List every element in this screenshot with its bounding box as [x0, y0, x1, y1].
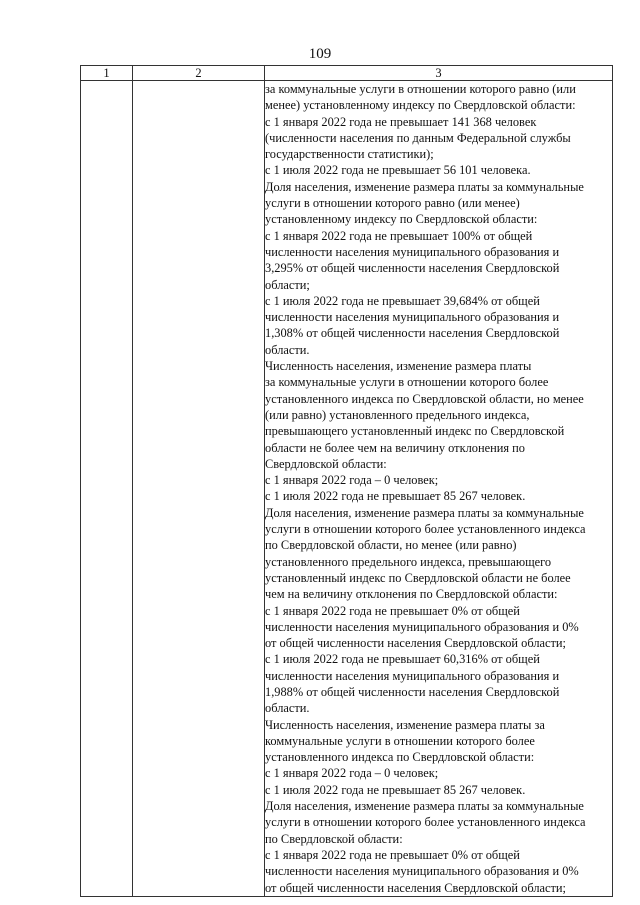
text-line: за коммунальные услуги в отношении которого равно (или [265, 82, 576, 96]
text-line: установленного индекса по Свердловской области: [265, 750, 535, 765]
text-line: от общей численности населения Свердловской области; [265, 636, 566, 651]
text-line: 1,308% от общей численности населения Свердловской [265, 326, 560, 341]
text-line: с 1 января 2022 года не превышает 100% от общей [265, 228, 533, 243]
text-line: Численность населения, изменение размера платы за [265, 717, 545, 732]
text-line: установленный индекс по Свердловской области не более [265, 570, 571, 585]
text-line: с 1 января 2022 года не превышает 141 368 человек [265, 114, 537, 129]
text-line: области; [265, 277, 310, 292]
text-line: установленного предельного индекса, превышающего [265, 554, 552, 569]
cell-column-1 [81, 81, 133, 897]
text-line: превышающего установленный индекс по Свердловской [265, 424, 565, 439]
text-line: с 1 июля 2022 года не превышает 85 267 человек. [265, 489, 526, 504]
column-header-1: 1 [81, 66, 133, 81]
text-line: (или равно) установленного предельного индекса, [265, 407, 530, 422]
text-line: Доля населения, изменение размера платы за коммунальные [265, 505, 584, 520]
column-header-3: 3 [265, 66, 613, 81]
text-line: 3,295% от общей численности населения Свердловской [265, 261, 560, 276]
text-line: численности населения муниципального образования и [265, 310, 560, 325]
text-line: 1,988% от общей численности населения Свердловской [265, 684, 560, 699]
text-line: менее) установленному индексу по Свердловской области: [265, 98, 576, 113]
text-line: области. [265, 342, 310, 357]
column-header-2: 2 [133, 66, 265, 81]
text-line: с 1 января 2022 года – 0 человек; [265, 473, 439, 488]
page-number: 109 [308, 46, 332, 62]
text-line: численности населения муниципального образования и [265, 244, 560, 259]
text-line: с 1 июля 2022 года не превышает 56 101 человека. [265, 163, 531, 178]
cell-column-3-text [265, 81, 613, 897]
text-line: услуги в отношении которого более установленного индекса [265, 522, 586, 537]
text-line: чем на величину отклонения по Свердловской области: [265, 587, 558, 602]
text-line: государственности статистики); [265, 147, 434, 162]
text-line: с 1 января 2022 года не превышает 0% от общей [265, 847, 520, 862]
text-line: Доля населения, изменение размера платы за коммунальные [265, 179, 584, 194]
text-line: с 1 июля 2022 года не превышает 85 267 человек. [265, 782, 526, 797]
text-line: (численности населения по данным Федеральной службы [265, 130, 571, 145]
table-header-row [81, 66, 613, 81]
text-line: Свердловской области: [265, 456, 387, 471]
text-line: Численность населения, изменение размера платы [265, 359, 532, 374]
text-line: коммунальные услуги в отношении которого более [265, 733, 535, 748]
text-line: услуги в отношении которого более установленного индекса [265, 815, 586, 830]
text-line: с 1 января 2022 года – 0 человек; [265, 766, 439, 781]
text-line: с 1 июля 2022 года не превышает 39,684% от общей [265, 293, 540, 308]
text-line: Доля населения, изменение размера платы за коммунальные [265, 799, 584, 814]
table-row [81, 81, 613, 897]
text-line: за коммунальные услуги в отношении которого более [265, 375, 549, 390]
text-line: с 1 января 2022 года не превышает 0% от общей [265, 603, 520, 618]
text-line: области. [265, 701, 310, 716]
text-line: установленному индексу по Свердловской области: [265, 212, 538, 227]
text-line: численности населения муниципального образования и 0% [265, 864, 579, 879]
text-line: по Свердловской области: [265, 831, 403, 846]
text-line: по Свердловской области, но менее (или равно) [265, 538, 517, 553]
text-line: услуги в отношении которого равно (или менее) [265, 196, 520, 211]
document-table [80, 65, 613, 897]
text-line: численности населения муниципального образования и 0% [265, 619, 579, 634]
cell-column-2 [133, 81, 265, 897]
text-line: с 1 июля 2022 года не превышает 60,316% от общей [265, 652, 540, 667]
text-line: установленного индекса по Свердловской области, но менее [265, 391, 584, 406]
text-line: области не более чем на величину отклонения по [265, 440, 525, 455]
text-line: численности населения муниципального образования и [265, 668, 560, 683]
text-line: от общей численности населения Свердловской области; [265, 880, 566, 895]
